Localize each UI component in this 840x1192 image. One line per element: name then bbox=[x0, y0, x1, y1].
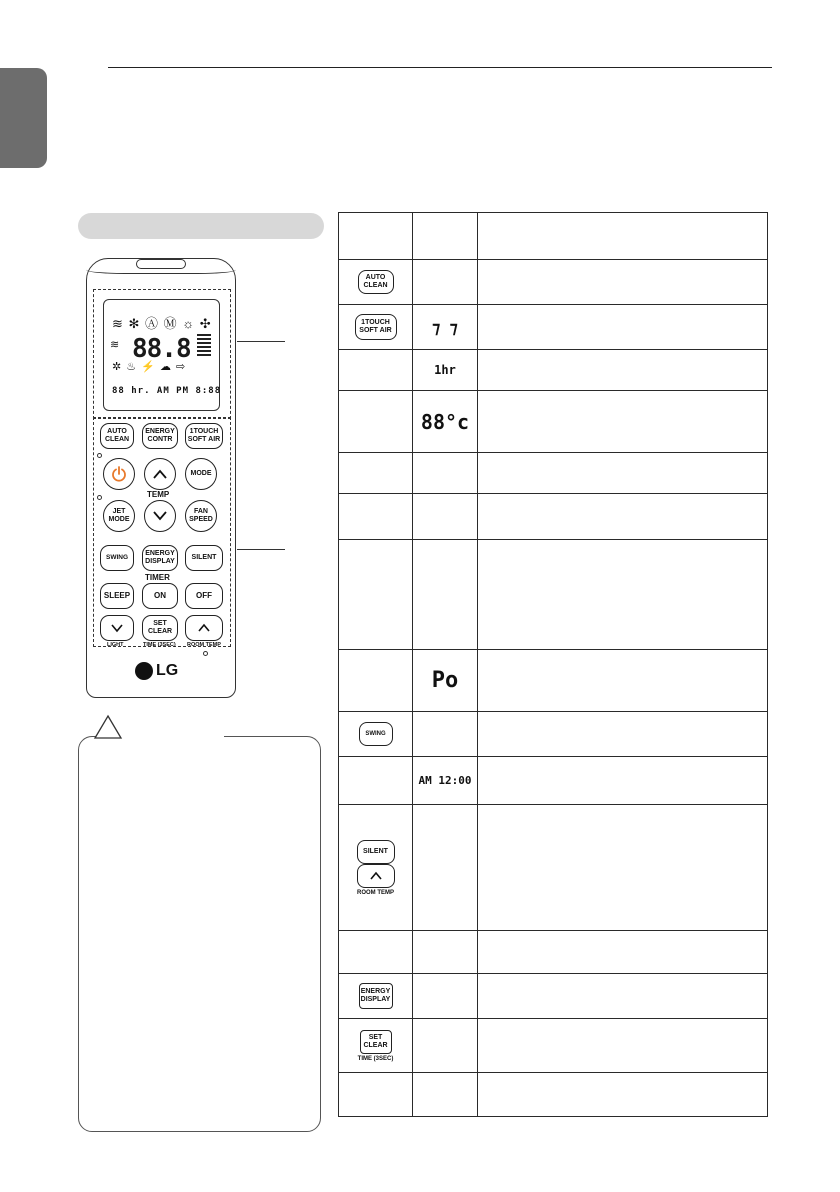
set-clear-button[interactable]: SET CLEAR bbox=[142, 615, 178, 641]
jet-led-dot bbox=[97, 495, 102, 500]
one-touch-soft-air-button[interactable]: 1TOUCH SOFT AIR bbox=[185, 423, 223, 449]
receiver-dot bbox=[203, 651, 208, 656]
remote-control bbox=[86, 258, 236, 698]
hour-display: 1hr bbox=[434, 363, 456, 377]
timer-on-button[interactable]: ON bbox=[142, 583, 178, 609]
silent-button[interactable]: SILENT bbox=[185, 545, 223, 571]
temp-up-button[interactable] bbox=[144, 458, 176, 490]
table-row bbox=[339, 974, 768, 1019]
timer-off-button[interactable]: OFF bbox=[185, 583, 223, 609]
table-row bbox=[339, 260, 768, 305]
lcd-timer-row: 88 hr. AM PM 8:88 bbox=[112, 386, 222, 396]
room-temp-label: ROOM TEMP bbox=[187, 642, 221, 648]
table-row bbox=[339, 305, 768, 350]
room-temp-button[interactable] bbox=[185, 615, 223, 641]
mode-button[interactable]: MODE bbox=[185, 458, 217, 490]
lcd-screen bbox=[103, 299, 220, 411]
temperature-display: 88°c bbox=[420, 409, 470, 434]
table-one-touch-button: 1TOUCH SOFT AIR bbox=[355, 314, 397, 340]
table-set-clear-button: SET CLEAR bbox=[360, 1030, 392, 1054]
power-button[interactable] bbox=[103, 458, 135, 490]
chevron-up-icon bbox=[369, 871, 383, 881]
auto-clean-button[interactable]: AUTO CLEAN bbox=[100, 423, 134, 449]
light-button[interactable] bbox=[100, 615, 134, 641]
table-row bbox=[339, 1073, 768, 1117]
chevron-down-icon bbox=[152, 510, 168, 522]
lcd-icon-row-1: ≋ ✻ Ⓐ Ⓜ ☼ ✣ bbox=[112, 316, 212, 331]
temp-label: TEMP bbox=[147, 490, 170, 499]
table-row bbox=[339, 1019, 768, 1073]
top-rule bbox=[108, 67, 772, 68]
function-table bbox=[338, 212, 768, 1117]
power-led-dot bbox=[97, 453, 102, 458]
table-row bbox=[339, 213, 768, 260]
table-swing-button: SWING bbox=[359, 722, 393, 746]
table-row bbox=[339, 805, 768, 931]
lcd-temp-digits: 88.8 bbox=[132, 334, 191, 364]
callout-line-display bbox=[237, 341, 285, 342]
light-label: LIGHT bbox=[107, 642, 124, 648]
table-row bbox=[339, 757, 768, 805]
callout-line-buttons bbox=[237, 549, 285, 550]
table-room-temp-button bbox=[357, 864, 395, 888]
room-temp-sub-label: ROOM TEMP bbox=[357, 889, 394, 896]
section-heading-band bbox=[78, 213, 324, 239]
timer-label: TIMER bbox=[145, 573, 170, 582]
table-row bbox=[339, 453, 768, 494]
remote-cap bbox=[86, 257, 236, 274]
chevron-up-icon bbox=[152, 468, 168, 480]
warning-triangle-icon bbox=[93, 714, 123, 740]
buttons-dashed-box bbox=[93, 417, 231, 647]
time-sub-label: TIME (3SEC) bbox=[357, 1055, 394, 1062]
sleep-button[interactable]: SLEEP bbox=[100, 583, 134, 609]
fan-speed-button[interactable]: FAN SPEED bbox=[185, 500, 217, 532]
table-row bbox=[339, 712, 768, 757]
table-energy-display-button: ENERGY DISPLAY bbox=[359, 983, 393, 1009]
temp-down-button[interactable] bbox=[144, 500, 176, 532]
side-tab bbox=[0, 68, 47, 168]
lg-logo: LG bbox=[135, 662, 178, 680]
jet-mode-button[interactable]: JET MODE bbox=[103, 500, 135, 532]
table-row bbox=[339, 650, 768, 712]
table-row bbox=[339, 350, 768, 391]
soft-air-display: ⁊ ⁊ bbox=[432, 317, 458, 337]
chevron-up-icon bbox=[197, 623, 211, 633]
table-row bbox=[339, 494, 768, 540]
lcd-fan-bars bbox=[197, 334, 211, 358]
energy-display-button[interactable]: ENERGY DISPLAY bbox=[142, 545, 178, 571]
clock-display: AM 12:00 bbox=[418, 774, 472, 787]
table-row bbox=[339, 540, 768, 650]
po-display: Po bbox=[431, 668, 459, 693]
lcd-icon-left: ≋ bbox=[110, 339, 121, 351]
energy-control-button[interactable]: ENERGY CONTR bbox=[142, 423, 178, 449]
chevron-down-icon bbox=[110, 623, 124, 633]
note-box bbox=[78, 736, 321, 1132]
time-label: TIME (3SEC) bbox=[143, 642, 176, 648]
swing-button[interactable]: SWING bbox=[100, 545, 134, 571]
table-auto-clean-button: AUTO CLEAN bbox=[358, 270, 394, 294]
lg-logo-mark-icon bbox=[135, 662, 153, 680]
table-silent-button: SILENT bbox=[357, 840, 395, 864]
table-row bbox=[339, 391, 768, 453]
table-row bbox=[339, 931, 768, 974]
power-icon bbox=[110, 465, 128, 483]
lcd-icon-row-3: ✲ ♨ ⚡ ☁ ⇨ bbox=[112, 361, 187, 373]
table-room-temp-group bbox=[357, 864, 395, 896]
